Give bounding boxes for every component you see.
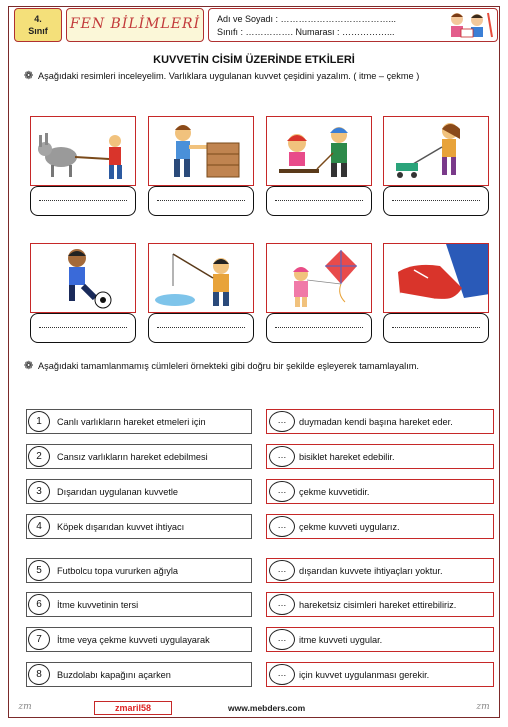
picture-girl-pulling-cart (383, 116, 489, 186)
picture-boy-pushing-box (148, 116, 254, 186)
item-number: 1 (28, 411, 50, 432)
instruction-2-text: Aşağıdaki tamamlanmamış cümleleri örnekteki gibi doğru bir şekilde eşleyerek tamamlayalım. (38, 361, 419, 371)
left-item-1 (26, 409, 252, 434)
brand-right: zm (476, 702, 490, 712)
answer-box-1[interactable] (30, 186, 136, 216)
right-item-4 (266, 514, 494, 539)
right-item-1 (266, 409, 494, 434)
left-item-text: Canlı varlıkların hareket etmeleri için (57, 417, 206, 427)
left-item-text: Cansız varlıkların hareket edebilmesi (57, 452, 208, 462)
item-number: 2 (28, 446, 50, 467)
picture-kids-sled (266, 116, 372, 186)
kids-reading-icon (443, 11, 493, 39)
grade-number: 4. (34, 14, 42, 24)
left-item-text: Dışarıdan uygulanan kuvvetle (57, 487, 179, 497)
right-item-2 (266, 444, 494, 469)
answer-slot[interactable]: … (269, 594, 295, 615)
right-item-3 (266, 479, 494, 504)
picture-girl-kite (266, 243, 372, 313)
right-item-6 (266, 592, 494, 617)
instruction-1-text: Aşağıdaki resimleri inceleyelim. Varlıklara uygulanan kuvvet çeşidini yazalım. ( itme – çekme ) (38, 71, 420, 81)
left-item-text: İtme veya çekme kuvveti uygulayarak (57, 635, 210, 645)
left-item-5 (26, 558, 252, 583)
answer-box-8[interactable] (383, 313, 489, 343)
class-number-field[interactable]: Sınıfı : ……………. Numarası : ……………... (217, 27, 395, 37)
brand-left: zm (18, 702, 32, 712)
item-number: 5 (28, 560, 50, 581)
answer-slot[interactable]: … (269, 629, 295, 650)
answer-box-6[interactable] (148, 313, 254, 343)
left-item-7 (26, 627, 252, 652)
answer-slot[interactable]: … (269, 446, 295, 467)
website-link[interactable]: www.mebders.com (228, 703, 306, 713)
right-item-text: itme kuvveti uygular. (299, 635, 383, 645)
picture-shoe-kick (383, 243, 489, 313)
student-info-box (208, 8, 498, 42)
right-item-text: çekme kuvveti uygularız. (299, 522, 400, 532)
picture-donkey-pull (30, 116, 136, 186)
answer-slot[interactable]: … (269, 481, 295, 502)
grade-badge (14, 8, 62, 42)
right-item-text: çekme kuvvetidir. (299, 487, 370, 497)
answer-slot[interactable]: … (269, 411, 295, 432)
right-item-text: bisiklet hareket edebilir. (299, 452, 395, 462)
right-item-text: için kuvvet uygulanması gerekir. (299, 670, 430, 680)
instruction-2 (24, 360, 496, 373)
left-item-text: Futbolcu topa vururken ağıyla (57, 566, 179, 576)
answer-box-4[interactable] (383, 186, 489, 216)
left-item-3 (26, 479, 252, 504)
picture-boy-kicking-ball (30, 243, 136, 313)
left-item-4 (26, 514, 252, 539)
bullet-icon: ❁ (24, 70, 34, 82)
subject-title: FEN BİLİMLERİ (66, 8, 204, 42)
author-tag: zmaril58 (94, 701, 172, 715)
left-item-6 (26, 592, 252, 617)
left-item-text: Buzdolabı kapağını açarken (57, 670, 171, 680)
answer-box-3[interactable] (266, 186, 372, 216)
worksheet-title: KUVVETİN CİSİM ÜZERİNDE ETKİLERİ (153, 54, 355, 66)
answer-slot[interactable]: … (269, 664, 295, 685)
right-item-text: hareketsiz cisimleri hareket ettirebiliriz. (299, 600, 457, 610)
grade-label: Sınıf (28, 26, 48, 36)
footer (8, 699, 500, 718)
answer-slot[interactable]: … (269, 560, 295, 581)
bullet-icon: ❁ (24, 360, 34, 372)
right-item-8 (266, 662, 494, 687)
item-number: 4 (28, 516, 50, 537)
item-number: 6 (28, 594, 50, 615)
item-number: 8 (28, 664, 50, 685)
answer-box-7[interactable] (266, 313, 372, 343)
instruction-1 (24, 70, 488, 83)
left-item-text: İtme kuvvetinin tersi (57, 600, 139, 610)
right-item-7 (266, 627, 494, 652)
answer-box-2[interactable] (148, 186, 254, 216)
item-number: 7 (28, 629, 50, 650)
right-item-text: duymadan kendi başına hareket eder. (299, 417, 453, 427)
answer-slot[interactable]: … (269, 516, 295, 537)
right-item-text: dışarıdan kuvvete ihtiyaçları yoktur. (299, 566, 443, 576)
name-field[interactable]: Adı ve Soyadı : ………………………………... (217, 14, 397, 24)
right-item-5 (266, 558, 494, 583)
left-item-8 (26, 662, 252, 687)
left-item-2 (26, 444, 252, 469)
answer-box-5[interactable] (30, 313, 136, 343)
item-number: 3 (28, 481, 50, 502)
picture-boy-fishing (148, 243, 254, 313)
left-item-text: Köpek dışarıdan kuvvet ihtiyacı (57, 522, 185, 532)
